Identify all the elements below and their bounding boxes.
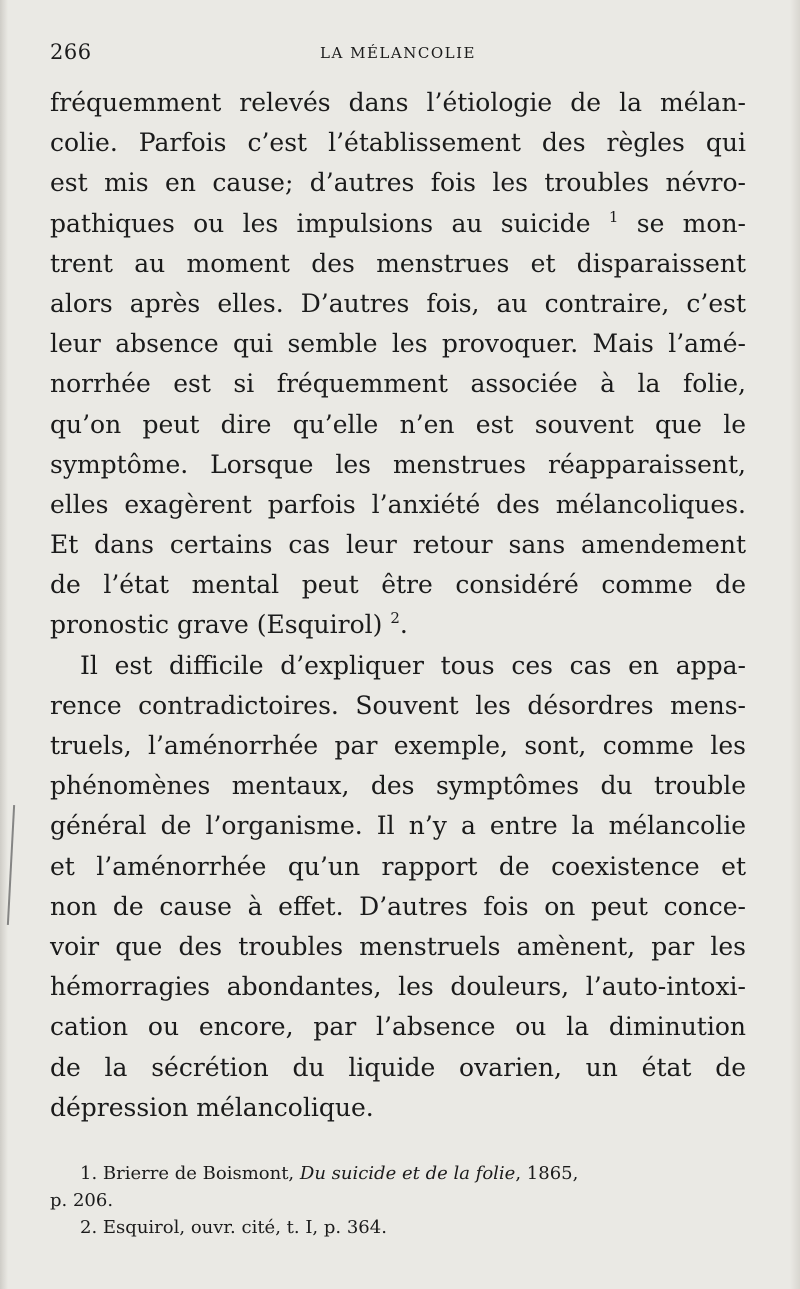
footnote-1-title: Du suicide et de la folie (299, 1163, 516, 1184)
text-line: elles exagèrent parfois l’anxiété des mélancoliques. (50, 489, 746, 519)
footnote-1-continuation: p. 206. (50, 1190, 114, 1211)
footnote-2 (50, 1214, 750, 1241)
text-line: leur absence qui semble les provoquer. Mais l’amé- (50, 329, 746, 359)
text-line: est mis en cause; d’autres fois les troubles névro- (50, 168, 746, 198)
text-segment: . (399, 610, 408, 640)
text-line: symptôme. Lorsque les menstrues réapparaissent, (50, 449, 746, 479)
footnote-2-label: 2. (80, 1217, 98, 1238)
text-line: trent au moment des menstrues et disparaissent (50, 248, 746, 278)
text-line: dépression mélancolique. (50, 1092, 374, 1122)
footnote-ref-1: 1 (608, 207, 619, 226)
pencil-margin-mark (7, 805, 15, 925)
footnote-1-year: , 1865, (515, 1163, 579, 1184)
page-number: 266 (50, 40, 92, 64)
text-line: général de l’organisme. Il n’y a entre la mélancolie (50, 811, 746, 841)
footnote-ref-2: 2 (390, 609, 400, 628)
footnote-1 (50, 1160, 750, 1187)
text-line: cation ou encore, par l’absence ou la diminution (50, 1012, 746, 1042)
body-text (50, 83, 746, 1128)
text-segment: se mon- (636, 208, 746, 238)
footnote-2-text: Esquirol, ouvr. cité, t. I, p. 364. (102, 1217, 387, 1238)
footnotes (50, 1160, 750, 1241)
text-line: norrhée est si fréquemment associée à la folie, (50, 369, 746, 399)
text-line: colie. Parfois c’est l’établissement des règles qui (50, 128, 746, 158)
text-line: de l’état mental peut être considéré comme de (50, 570, 746, 600)
text-line: rence contradictoires. Souvent les désordres mens- (50, 690, 746, 720)
text-line: fréquemment relevés dans l’étiologie de la mélan- (50, 88, 746, 117)
text-line: de la sécrétion du liquide ovarien, un état de (50, 1052, 746, 1082)
text-line: Et dans certains cas leur retour sans amendement (50, 530, 746, 560)
text-line: hémorragies abondantes, les douleurs, l’auto-intoxi- (50, 972, 746, 1002)
text-line: truels, l’aménorrhée par exemple, sont, comme les (50, 731, 746, 760)
text-segment: pathiques ou les impulsions au suicide (50, 208, 591, 238)
page-edge-shadow-right (790, 0, 800, 1289)
text-line: Il est difficile d’expliquer tous ces cas en appa- (80, 650, 746, 680)
text-line: non de cause à effet. D’autres fois on peut conce- (50, 891, 746, 921)
text-segment: pronostic grave (Esquirol) (50, 610, 383, 640)
text-line: qu’on peut dire qu’elle n’en est souvent que le (50, 409, 746, 439)
page-header (50, 40, 746, 70)
text-line-with-footnote-ref (50, 605, 746, 645)
text-line-with-footnote-ref (50, 204, 746, 244)
text-line: alors après elles. D’autres fois, au contraire, c’est (50, 288, 746, 318)
text-line: voir que des troubles menstruels amènent, par les (50, 931, 746, 961)
footnote-1-text: Brierre de Boismont, (102, 1163, 295, 1184)
running-title: LA MÉLANCOLIE (320, 44, 476, 62)
text-line: phénomènes mentaux, des symptômes du trouble (50, 771, 746, 801)
text-line: et l’aménorrhée qu’un rapport de coexistence et (50, 851, 746, 881)
page-edge-shadow-left (0, 0, 8, 1289)
footnote-1-label: 1. (80, 1163, 98, 1184)
